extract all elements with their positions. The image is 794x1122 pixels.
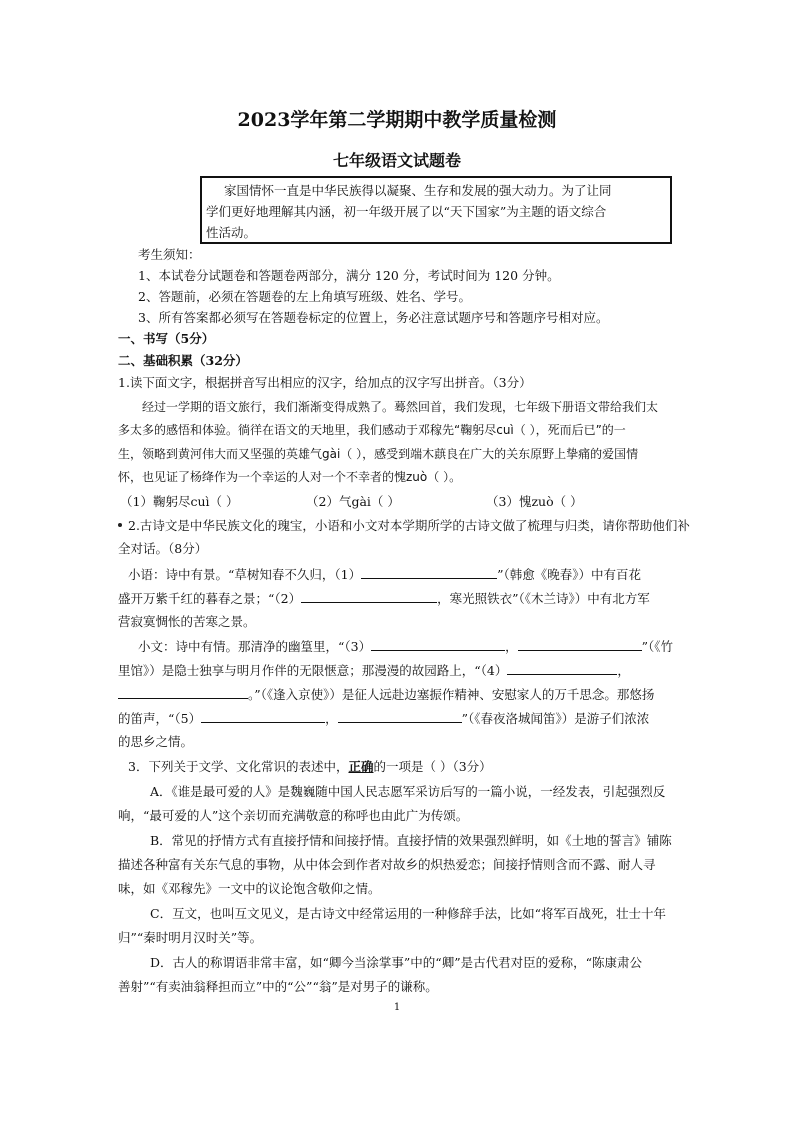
intro-line-3: 性活动。 <box>206 225 257 240</box>
q2-xiaowen-text-e: ， <box>617 663 630 678</box>
q1-stem: 1.读下面文字，根据拼音写出相应的汉字，给加点的汉字写出拼音。（3分） <box>118 375 532 390</box>
q1-passage-line-3: 生，领略到黄河伟大而又坚强的英雄气gài（ ），感受到端木蕻良在广大的关东原野上挚痛的爱国情 <box>118 447 639 461</box>
q3-option-b-line-3: 味，如《邓稼先》一文中的议论饱含敬仰之情。 <box>118 881 381 896</box>
q1-option-2: （2）气gài（ ） <box>306 494 400 509</box>
q2-stem-line-1: 2.古诗文是中华民族文化的瑰宝，小语和小文对本学期所学的古诗文做了梳理与归类，请你帮助他们补 <box>128 518 690 533</box>
q2-xiaowen-line-1 <box>138 638 673 655</box>
q1-passage-line-2: 多太多的感悟和体验。徜徉在语文的天地里，我们感动于邓稼先“鞠躬尽cuì（ ），死而后已”的一 <box>118 423 626 437</box>
q2-xiaowen-text-h: ， <box>325 711 338 726</box>
q3-option-d-line-2: 善射”“有卖油翁释担而立”中的“公”“翁”是对男子的谦称。 <box>118 979 438 994</box>
q2-xiaoyu-text-d: ，寒光照铁衣”（《木兰诗》）中有北方军 <box>437 591 650 606</box>
notice-item-2: 2、答题前，必须在答题卷的左上角填写班级、姓名、学号。 <box>138 289 471 304</box>
q3-stem <box>128 759 492 775</box>
page-number: 1 <box>393 1002 401 1013</box>
q3-option-b-line-1: B．常见的抒情方式有直接抒情和间接抒情。直接抒情的效果强烈鲜明，如《土地的誓言》铺陈 <box>150 833 672 848</box>
q2-xiaoyu-line-3: 营寂寞惆怅的苦寒之景。 <box>118 614 256 629</box>
q3-stem-a: 3．下列关于文学、文化常识的表述中， <box>128 759 349 774</box>
q1-option-3: （3）愧zuò（ ） <box>486 494 583 509</box>
q3-option-b-line-2: 描述各种富有关东气息的事物，从中体会到作者对故乡的炽热爱恋；间接抒情则含而不露、耐人寻 <box>118 857 656 872</box>
q2-stem-line-2: 全对话。（8分） <box>118 541 208 556</box>
q2-xiaoyu-text-a: 小语：诗中有景。“草树知春不久归，（1） <box>128 567 362 582</box>
answer-blank-5b[interactable] <box>338 710 462 723</box>
q2-xiaowen-text-b: ， <box>505 639 518 654</box>
answer-blank-3b[interactable] <box>518 638 642 651</box>
answer-blank-1[interactable] <box>361 566 497 579</box>
q1-option-1: （1）鞠躬尽cuì（ ） <box>120 494 239 509</box>
answer-blank-4a[interactable] <box>507 662 617 675</box>
q2-xiaoyu-line-1 <box>128 566 641 583</box>
q3-stem-c: 的一项是（ ）（3分） <box>373 759 492 774</box>
q2-xiaowen-text-c: ”（《竹 <box>641 639 674 654</box>
q2-xiaoyu-text-c: 盛开万紫千红的暮春之景；“（2） <box>118 591 302 606</box>
q2-xiaowen-line-5: 的思乡之情。 <box>118 734 194 749</box>
notice-item-3: 3、所有答案都必须写在答题卷标定的位置上，务必注意试题序号和答题序号相对应。 <box>138 310 609 325</box>
answer-blank-3a[interactable] <box>371 638 505 651</box>
q2-xiaowen-text-g: 的笛声，“（5） <box>118 711 202 726</box>
answer-blank-2[interactable] <box>301 590 437 603</box>
exam-title: 2023学年第二学期期中教学质量检测 <box>237 109 557 131</box>
exam-subtitle: 七年级语文试题卷 <box>332 151 461 170</box>
q2-xiaowen-text-i: ”（《春夜洛城闻笛》）是游子们浓浓 <box>461 711 650 726</box>
section-basics: 二、基础积累（32分） <box>118 353 248 368</box>
q2-xiaoyu-line-2 <box>118 590 650 607</box>
q3-option-c-line-2: 归”“秦时明月汉时关”等。 <box>118 930 263 945</box>
margin-dot <box>118 523 122 527</box>
section-writing: 一、书写（5分） <box>118 331 215 346</box>
answer-blank-5a[interactable] <box>201 710 325 723</box>
q3-option-c-line-1: C．互文，也叫互文见义，是古诗文中经常运用的一种修辞手法，比如“将军百战死，壮士十年 <box>150 906 666 921</box>
q2-xiaowen-line-4 <box>118 710 649 727</box>
q1-passage-line-1: 经过一学期的语文旅行，我们渐渐变得成熟了。蓦然回首，我们发现，七年级下册语文带给我们太 <box>142 400 659 414</box>
q3-option-a-line-1: A．《谁是最可爱的人》是魏巍随中国人民志愿军采访后写的一篇小说，一经发表，引起强烈反 <box>150 784 666 799</box>
q3-stem-keyword: 正确 <box>348 759 374 774</box>
q2-xiaoyu-text-b: ”（韩愈《晚春》）中有百花 <box>497 567 642 582</box>
intro-line-1: 家国情怀一直是中华民族得以凝聚、生存和发展的强大动力。为了让同 <box>224 183 612 198</box>
q3-option-d-line-1: D．古人的称谓语非常丰富，如“卿今当涂掌事”中的“卿”是古代君对臣的爱称，“陈康肃公 <box>150 955 642 970</box>
q2-xiaowen-text-f: 。”（《逢入京使》）是征人远赴边塞振作精神、安慰家人的万千思念。那悠扬 <box>248 687 655 702</box>
q2-xiaowen-text-d: 里馆》）是隐士独享与明月作伴的无限惬意；那漫漫的故园路上，“（4） <box>118 663 508 678</box>
q3-option-a-line-2: 响，“最可爱的人”这个亲切而充满敬意的称呼也由此广为传颂。 <box>118 808 469 823</box>
intro-line-2: 学们更好地理解其内涵，初一年级开展了以“天下国家”为主题的语文综合 <box>206 204 607 219</box>
answer-blank-4b[interactable] <box>118 686 248 699</box>
q2-xiaowen-line-2 <box>118 662 630 679</box>
q1-passage-line-4: 怀，也见证了杨绛作为一个幸运的人对一个不幸者的愧zuò（ ）。 <box>118 470 462 484</box>
notice-heading: 考生须知： <box>138 247 201 262</box>
q2-xiaowen-text-a: 小文：诗中有情。那清净的幽篁里，“（3） <box>138 639 372 654</box>
notice-item-1: 1、本试卷分试题卷和答题卷两部分，满分 120 分，考试时间为 120 分钟。 <box>138 268 560 283</box>
q2-xiaowen-line-3 <box>118 686 654 703</box>
